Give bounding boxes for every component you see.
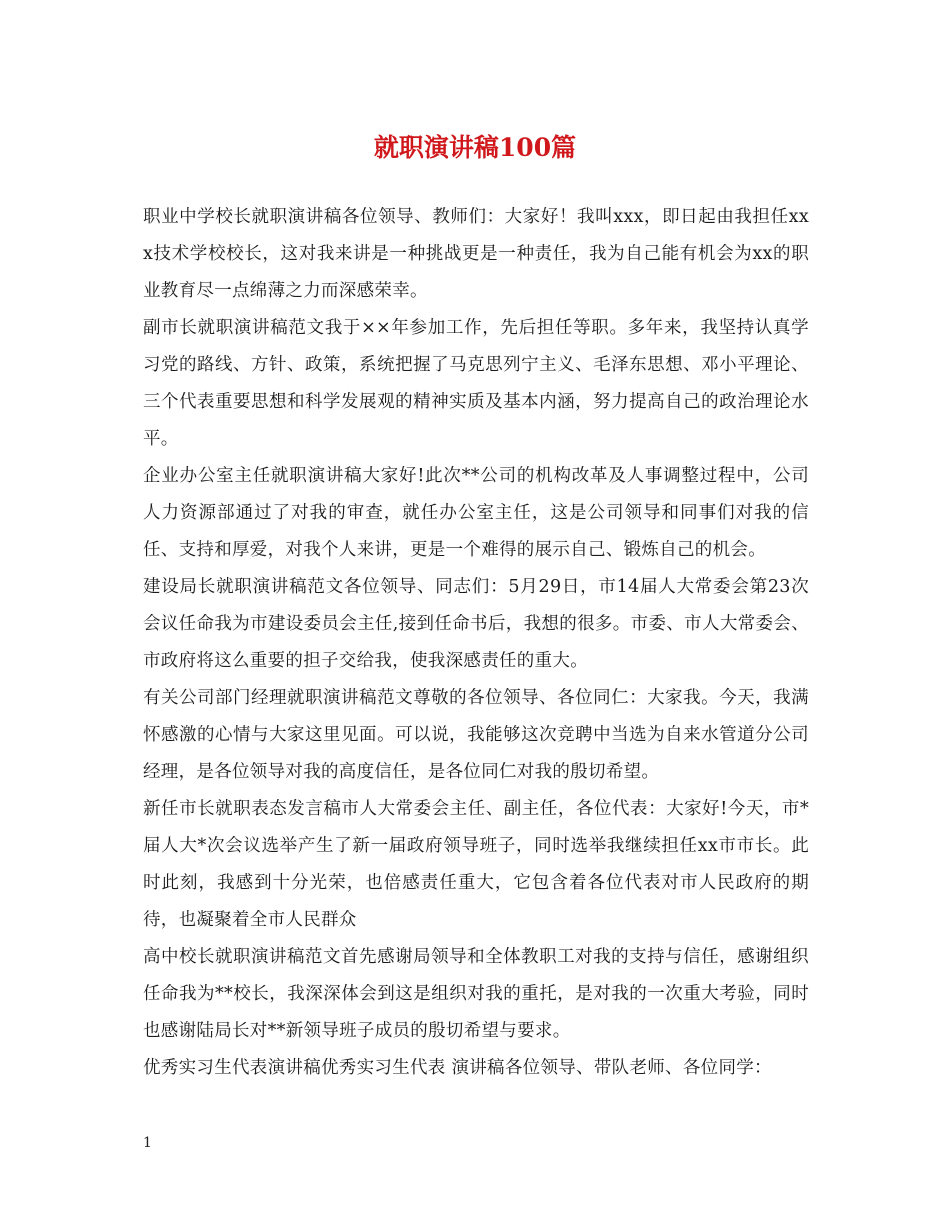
paragraph-1: 职业中学校长就职演讲稿各位领导、教师们：大家好！我叫xxx，即日起由我担任xxx技术学校校长，这对我来讲是一种挑战更是一种责任，我为自己能有机会为xx的职业教育尽一点绵薄之力而深感荣幸。 xyxy=(143,207,809,301)
paragraph-2: 副市长就职演讲稿范文我于××年参加工作，先后担任等职。多年来，我坚持认真学习党的路线、方针、政策，系统把握了马克思列宁主义、毛泽东思想、邓小平理论、三个代表重要思想和科学发展观的精神实质及基本内涵，努力提高自己的政治理论水平。 xyxy=(143,318,809,449)
document-body xyxy=(143,199,809,1087)
paragraph-8: 优秀实习生代表演讲稿优秀实习生代表 演讲稿各位领导、带队老师、各位同学： xyxy=(143,1058,772,1078)
paragraph-7: 高中校长就职演讲稿范文首先感谢局领导和全体教职工对我的支持与信任，感谢组织任命我为**校长，我深深体会到这是组织对我的重托，是对我的一次重大考验，同时也感谢陆局长对**新领导班子成员的殷切希望与要求。 xyxy=(143,947,809,1041)
paragraph-3: 企业办公室主任就职演讲稿大家好!此次**公司的机构改革及人事调整过程中，公司人力资源部通过了对我的审查，就任办公室主任，这是公司领导和同事们对我的信任、支持和厚爱，对我个人来讲，更是一个难得的展示自己、锻炼自己的机会。 xyxy=(143,466,809,560)
page-number: 1 xyxy=(143,1135,152,1151)
paragraph-5: 有关公司部门经理就职演讲稿范文尊敬的各位领导、各位同仁：大家我。今天，我满怀感激的心情与大家这里见面。可以说，我能够这次竞聘中当选为自来水管道分公司经理，是各位领导对我的高度信任，是各位同仁对我的殷切希望。 xyxy=(143,688,809,782)
document-title: 就职演讲稿100篇 xyxy=(373,133,577,162)
paragraph-6: 新任市长就职表态发言稿市人大常委会主任、副主任，各位代表：大家好!今天，市*届人大*次会议选举产生了新一届政府领导班子，同时选举我继续担任xx市市长。此时此刻，我感到十分光荣，也倍感责任重大，它包含着各位代表对市人民政府的期待，也凝聚着全市人民群众 xyxy=(143,799,809,930)
paragraph-4: 建设局长就职演讲稿范文各位领导、同志们：5月29日，市14届人大常委会第23次会议任命我为市建设委员会主任,接到任命书后，我想的很多。市委、市人大常委会、市政府将这么重要的担子交给我，使我深感责任的重大。 xyxy=(143,577,809,671)
